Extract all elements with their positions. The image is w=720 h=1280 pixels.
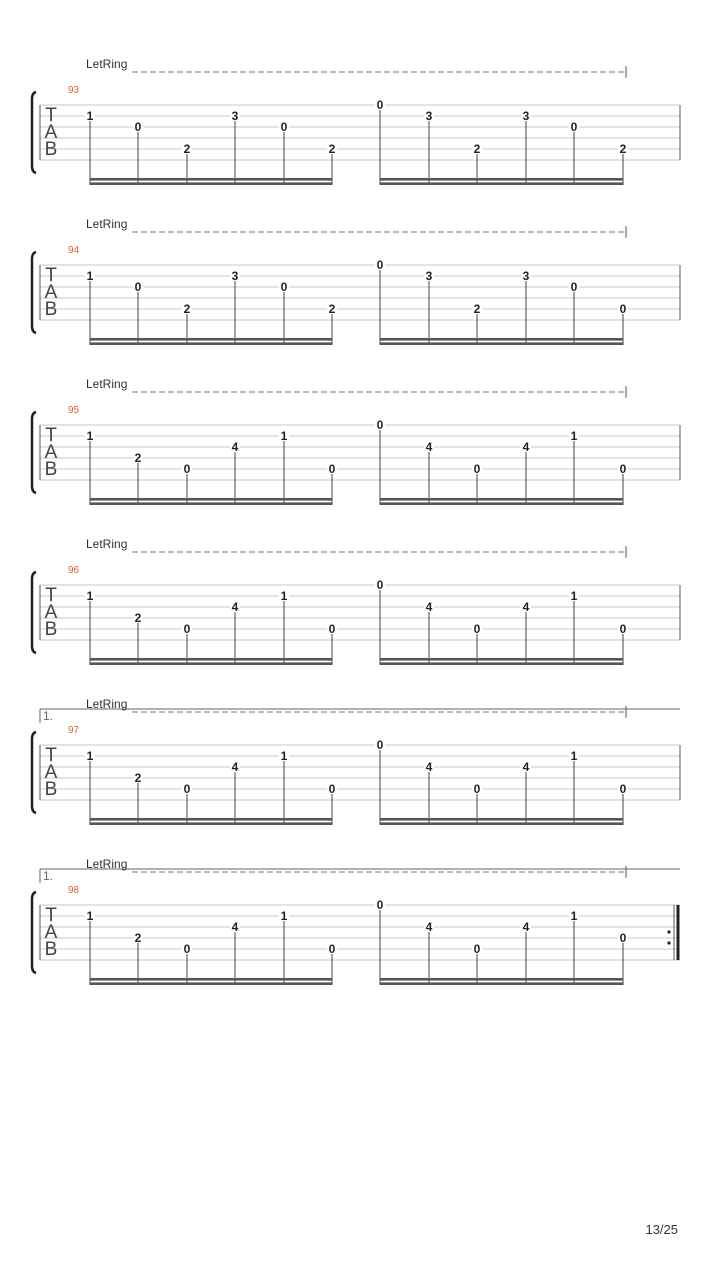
fret-number: 0	[134, 280, 142, 294]
fret-number: 2	[134, 611, 142, 625]
fret-number: 1	[570, 429, 578, 443]
beam	[90, 822, 332, 825]
fret-number: 0	[619, 782, 627, 796]
tab-clef-letter: A	[44, 922, 58, 943]
measure-number: 97	[68, 725, 80, 736]
fret-number: 1	[570, 749, 578, 763]
measure-number: 94	[68, 245, 80, 256]
fret-number: 0	[134, 120, 142, 134]
beam	[380, 982, 623, 985]
tab-clef-letter: A	[44, 602, 58, 623]
system-bracket	[32, 732, 36, 813]
tab-clef-letter: T	[45, 905, 57, 926]
tab-clef-letter: B	[44, 299, 58, 320]
tab-system	[32, 377, 680, 505]
tab-clef-letter: B	[44, 779, 58, 800]
fret-number: 3	[522, 109, 530, 123]
system-bracket	[32, 412, 36, 493]
fret-number: 0	[570, 280, 578, 294]
fret-number: 4	[522, 760, 530, 774]
fret-number: 2	[183, 142, 191, 156]
let-ring-label: LetRing	[86, 697, 128, 711]
fret-number: 4	[425, 440, 433, 454]
tab-clef-letter: B	[44, 139, 58, 160]
system-bracket	[32, 892, 36, 973]
beam	[380, 338, 623, 341]
tab-clef-letter: T	[45, 105, 57, 126]
measure-number: 96	[68, 565, 80, 576]
fret-number: 0	[328, 462, 336, 476]
beam	[90, 658, 332, 661]
fret-number: 3	[425, 269, 433, 283]
fret-number: 0	[183, 622, 191, 636]
fret-number: 0	[619, 622, 627, 636]
tab-clef-letter: T	[45, 425, 57, 446]
fret-number: 0	[473, 782, 481, 796]
beam	[380, 182, 623, 185]
let-ring-label: LetRing	[86, 217, 128, 231]
repeat-dot	[667, 930, 670, 933]
fret-number: 0	[473, 462, 481, 476]
let-ring-label: LetRing	[86, 377, 128, 391]
fret-number: 0	[328, 782, 336, 796]
fret-number: 2	[134, 931, 142, 945]
fret-number: 0	[280, 280, 288, 294]
fret-number: 0	[619, 931, 627, 945]
fret-number: 2	[473, 142, 481, 156]
tab-system	[32, 857, 680, 985]
measure-number: 95	[68, 405, 80, 416]
fret-number: 4	[425, 920, 433, 934]
fret-number: 4	[231, 440, 239, 454]
fret-number: 2	[473, 302, 481, 316]
let-ring-label: LetRing	[86, 57, 128, 71]
fret-number: 0	[376, 898, 384, 912]
beam	[380, 498, 623, 501]
fret-number: 4	[231, 920, 239, 934]
tab-clef-letter: T	[45, 265, 57, 286]
tab-system	[32, 697, 680, 825]
tab-clef-letter: T	[45, 745, 57, 766]
tab-clef-letter: A	[44, 442, 58, 463]
fret-number: 0	[376, 738, 384, 752]
beam	[90, 502, 332, 505]
fret-number: 0	[376, 98, 384, 112]
beam	[90, 818, 332, 821]
fret-number: 1	[86, 589, 94, 603]
fret-number: 0	[280, 120, 288, 134]
beam	[90, 662, 332, 665]
beam	[90, 338, 332, 341]
fret-number: 4	[522, 440, 530, 454]
beam	[380, 658, 623, 661]
fret-number: 0	[183, 782, 191, 796]
fret-number: 2	[134, 451, 142, 465]
beam	[90, 342, 332, 345]
tab-clef-letter: A	[44, 762, 58, 783]
beam	[90, 178, 332, 181]
tab-clef-letter: A	[44, 282, 58, 303]
fret-number: 4	[231, 760, 239, 774]
beam	[380, 662, 623, 665]
beam	[90, 498, 332, 501]
fret-number: 0	[328, 942, 336, 956]
fret-number: 1	[280, 909, 288, 923]
system-bracket	[32, 92, 36, 173]
let-ring-label: LetRing	[86, 857, 128, 871]
let-ring-label: LetRing	[86, 537, 128, 551]
fret-number: 1	[86, 429, 94, 443]
fret-number: 1	[280, 749, 288, 763]
fret-number: 2	[328, 142, 336, 156]
fret-number: 3	[425, 109, 433, 123]
beam	[380, 978, 623, 981]
tab-clef-letter: B	[44, 459, 58, 480]
fret-number: 0	[376, 578, 384, 592]
fret-number: 2	[183, 302, 191, 316]
measure-number: 98	[68, 885, 80, 896]
tab-clef-letter: B	[44, 619, 58, 640]
fret-number: 4	[522, 600, 530, 614]
fret-number: 4	[425, 600, 433, 614]
fret-number: 0	[183, 942, 191, 956]
tab-system	[32, 537, 680, 665]
fret-number: 0	[619, 302, 627, 316]
tab-clef-letter: T	[45, 585, 57, 606]
fret-number: 2	[619, 142, 627, 156]
tab-clef-letter: A	[44, 122, 58, 143]
fret-number: 4	[522, 920, 530, 934]
fret-number: 4	[231, 600, 239, 614]
fret-number: 1	[570, 589, 578, 603]
fret-number: 1	[86, 749, 94, 763]
beam	[90, 982, 332, 985]
beam	[380, 822, 623, 825]
beam	[90, 978, 332, 981]
tab-clef-letter: B	[44, 939, 58, 960]
fret-number: 0	[328, 622, 336, 636]
tab-system	[32, 217, 680, 345]
fret-number: 2	[328, 302, 336, 316]
page-number: 13/25	[645, 1222, 678, 1237]
system-bracket	[32, 572, 36, 653]
beam	[90, 182, 332, 185]
fret-number: 4	[425, 760, 433, 774]
volta-label: 1.	[43, 869, 54, 883]
volta-label: 1.	[43, 709, 54, 723]
fret-number: 3	[522, 269, 530, 283]
fret-number: 1	[86, 909, 94, 923]
fret-number: 0	[183, 462, 191, 476]
system-bracket	[32, 252, 36, 333]
measure-number: 93	[68, 85, 80, 96]
fret-number: 1	[570, 909, 578, 923]
fret-number: 2	[134, 771, 142, 785]
beam	[380, 178, 623, 181]
fret-number: 1	[280, 589, 288, 603]
fret-number: 3	[231, 109, 239, 123]
beam	[380, 818, 623, 821]
fret-number: 0	[570, 120, 578, 134]
fret-number: 0	[376, 258, 384, 272]
beam	[380, 502, 623, 505]
fret-number: 0	[376, 418, 384, 432]
fret-number: 1	[280, 429, 288, 443]
fret-number: 0	[473, 622, 481, 636]
fret-number: 1	[86, 109, 94, 123]
fret-number: 0	[619, 462, 627, 476]
fret-number: 0	[473, 942, 481, 956]
beam	[380, 342, 623, 345]
tab-system	[32, 57, 680, 185]
repeat-dot	[667, 941, 670, 944]
fret-number: 1	[86, 269, 94, 283]
fret-number: 3	[231, 269, 239, 283]
